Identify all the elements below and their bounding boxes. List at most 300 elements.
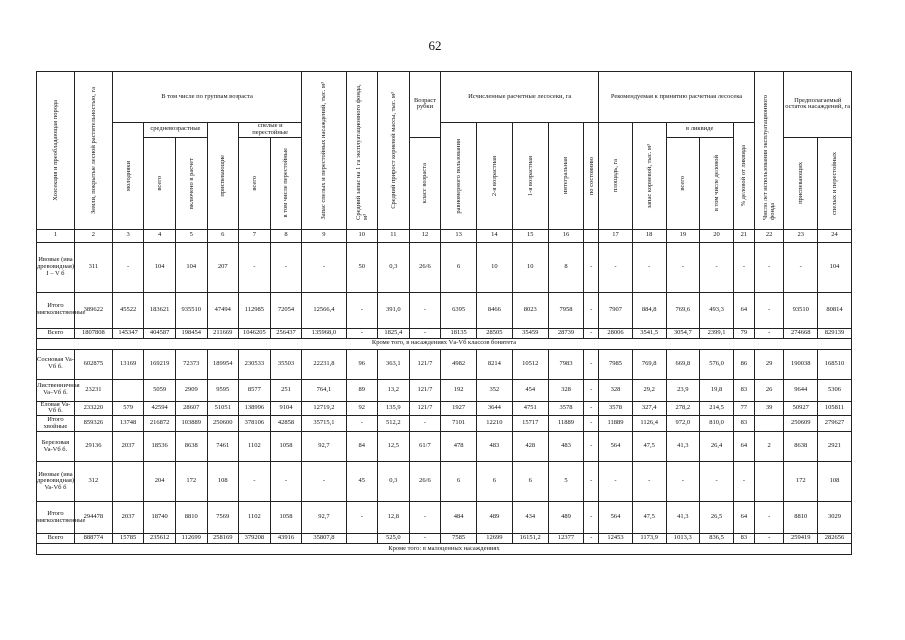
table-cell: 8577	[239, 379, 271, 401]
table-cell: -	[584, 432, 599, 462]
table-cell: 1013,3	[666, 534, 700, 544]
table-cell: 18536	[144, 432, 176, 462]
table-row	[37, 462, 852, 502]
table-cell: -	[584, 242, 599, 292]
table-cell: 7907	[599, 292, 633, 328]
table-cell: -	[754, 502, 783, 534]
header-c9: Запас спелых и перестойных насаждений, тыс. м³	[302, 72, 346, 230]
table-cell: 89	[346, 379, 378, 401]
column-number: 18	[632, 229, 666, 242]
header-c10: Средний запас на 1 га эксплуатационного фонда, м³	[346, 72, 378, 230]
table-cell: 26,5	[700, 502, 734, 534]
table-cell: 45522	[112, 292, 144, 328]
table-cell: -	[409, 534, 441, 544]
table-cell: 189954	[207, 349, 239, 379]
row-label: Ивовые (ива древовидная) I – V б	[37, 242, 75, 292]
table-cell: 2921	[818, 432, 852, 462]
table-cell: 434	[512, 502, 548, 534]
table-cell: 769,8	[632, 349, 666, 379]
header-c12: класс возраста	[409, 137, 441, 229]
header-c5: включено в расчет	[175, 137, 207, 229]
table-row	[37, 502, 852, 534]
table-cell: 7985	[599, 349, 633, 379]
table-cell: 18740	[144, 502, 176, 534]
table-cell: 92	[346, 401, 378, 416]
table-cell: 2399,1	[700, 328, 734, 338]
table-cell: 86	[733, 349, 754, 379]
table-cell: -	[733, 242, 754, 292]
table-cell: 80814	[818, 292, 852, 328]
table-cell: 84	[346, 432, 378, 462]
table-cell: 207	[207, 242, 239, 292]
table-row	[37, 349, 852, 379]
table-cell: 45	[346, 462, 378, 502]
table-cell: 72373	[175, 349, 207, 379]
table-cell: 172	[784, 462, 818, 502]
table-row	[37, 292, 852, 328]
table-cell: 363,1	[378, 349, 410, 379]
table-cell: 12210	[477, 416, 513, 432]
table-cell: 279627	[818, 416, 852, 432]
table-cell: 96	[346, 349, 378, 379]
table-cell: -	[239, 242, 271, 292]
table-cell: 135968,0	[302, 328, 346, 338]
table-cell: 10512	[512, 349, 548, 379]
table-cell: 478	[441, 432, 477, 462]
table-cell: 0,3	[378, 242, 410, 292]
table-row	[37, 328, 852, 338]
header-c18: запас корневой, тыс. м³	[632, 123, 666, 230]
column-number: 2	[74, 229, 112, 242]
table-cell: 389622	[74, 292, 112, 328]
table-cell: -	[599, 242, 633, 292]
row-label: Итого хвойные	[37, 416, 75, 432]
table-cell: -	[584, 379, 599, 401]
table-cell: 888774	[74, 534, 112, 544]
header-age-cut: Возраст рубки	[409, 72, 441, 138]
table-cell: 12453	[599, 534, 633, 544]
table-cell: 198454	[175, 328, 207, 338]
header-c3: молодняки	[112, 123, 144, 230]
table-cell: 7958	[548, 292, 584, 328]
table-cell: 35459	[512, 328, 548, 338]
table-cell: 6	[512, 462, 548, 502]
header-liquid: в ликвиде	[666, 123, 733, 138]
row-label: Лиственничная Va–Vб б.	[37, 379, 75, 401]
table-cell: 92,7	[302, 432, 346, 462]
column-number: 1	[37, 229, 75, 242]
table-cell: 8023	[512, 292, 548, 328]
table-cell: 9644	[784, 379, 818, 401]
table-cell: 769,6	[666, 292, 700, 328]
header-c1: Хозсекция и преобладающая порода	[37, 72, 75, 230]
table-cell: 28505	[477, 328, 513, 338]
table-cell: 6	[441, 462, 477, 502]
header-c16b: по состоянию	[584, 123, 599, 230]
table-cell: 3578	[548, 401, 584, 416]
table-cell: 7569	[207, 502, 239, 534]
column-number: 12	[409, 229, 441, 242]
table-cell: 15785	[112, 534, 144, 544]
table-cell: 11889	[599, 416, 633, 432]
table-cell: 204	[144, 462, 176, 502]
table-cell: -	[666, 242, 700, 292]
table-cell: -	[632, 242, 666, 292]
table-cell: 1173,9	[632, 534, 666, 544]
table-cell: 112699	[175, 534, 207, 544]
column-number: 15	[512, 229, 548, 242]
table-cell: 121/7	[409, 379, 441, 401]
table-cell: 28607	[175, 401, 207, 416]
table-cell: 77	[733, 401, 754, 416]
header-c7: всего	[239, 137, 271, 229]
table-cell: 47,5	[632, 432, 666, 462]
table-cell: 1126,4	[632, 416, 666, 432]
table-cell: 6	[441, 242, 477, 292]
header-c4: всего	[144, 137, 176, 229]
table-cell: 8214	[477, 349, 513, 379]
table-cell: 12,8	[378, 502, 410, 534]
table-cell	[346, 534, 378, 544]
column-number: 22	[754, 229, 783, 242]
table-cell: 233220	[74, 401, 112, 416]
table-cell: 12699	[477, 534, 513, 544]
row-label: Итого мягколиственные	[37, 292, 75, 328]
table-cell: 7461	[207, 432, 239, 462]
table-cell: 190038	[784, 349, 818, 379]
header-calc-cut: Исчисленные расчетные лесосеки, га	[441, 72, 599, 123]
table-cell: -	[270, 462, 302, 502]
table-cell: 105811	[818, 401, 852, 416]
footer-note: Кроме того: в малоценных насаждениях	[37, 544, 852, 555]
header-c22: Число лет использования эксплуатационного фонда	[754, 72, 783, 230]
header-c19: всего	[666, 137, 700, 229]
table-cell: 168510	[818, 349, 852, 379]
table-cell: 26	[754, 379, 783, 401]
table-cell: -	[584, 349, 599, 379]
table-cell: 256437	[270, 328, 302, 338]
table-cell: 1102	[239, 502, 271, 534]
column-number: 11	[378, 229, 410, 242]
table-cell: -	[346, 292, 378, 328]
table-cell: 29136	[74, 432, 112, 462]
table-cell: 15717	[512, 416, 548, 432]
table-cell: 2037	[112, 432, 144, 462]
table-cell: 404587	[144, 328, 176, 338]
table-cell: -	[599, 462, 633, 502]
table-cell: 5059	[144, 379, 176, 401]
table-cell: 2	[754, 432, 783, 462]
table-cell: 47,5	[632, 502, 666, 534]
table-cell: 4751	[512, 401, 548, 416]
table-cell: -	[409, 328, 441, 338]
table-cell: 8466	[477, 292, 513, 328]
table-cell: 29	[754, 349, 783, 379]
table-cell: 29,2	[632, 379, 666, 401]
table-cell: 172	[175, 462, 207, 502]
table-cell: 93510	[784, 292, 818, 328]
header-c15: 1-я возрастная	[512, 123, 548, 230]
table-cell: 26,4	[700, 432, 734, 462]
table-body-a	[37, 242, 852, 338]
table-cell: 64	[733, 292, 754, 328]
header-row-1	[37, 72, 852, 123]
table-cell: 9595	[207, 379, 239, 401]
column-number: 24	[818, 229, 852, 242]
table-cell: 8638	[175, 432, 207, 462]
row-label: Итого мягколиственные	[37, 502, 75, 534]
header-c6: приспевающие	[207, 123, 239, 230]
table-cell: 35807,8	[302, 534, 346, 544]
table-cell: 379208	[239, 534, 271, 544]
column-number: 17	[599, 229, 633, 242]
column-number: 14	[477, 229, 513, 242]
table-cell: -	[302, 462, 346, 502]
table-cell: -	[409, 502, 441, 534]
header-c21: % деловой от ликвида	[733, 123, 754, 230]
table-row	[37, 242, 852, 292]
table-cell: 35715,1	[302, 416, 346, 432]
header-c13: равномерного пользования	[441, 123, 477, 230]
table-cell	[754, 462, 783, 502]
table-cell: 108	[818, 462, 852, 502]
table-cell: 192	[441, 379, 477, 401]
table-cell: 5306	[818, 379, 852, 401]
table-cell: 669,8	[666, 349, 700, 379]
header-c2: Земли, покрытые лесной растительностью, га	[74, 72, 112, 230]
table-cell: -	[239, 462, 271, 502]
row-label: Березовая Va-Vб б.	[37, 432, 75, 462]
table-cell: 61/7	[409, 432, 441, 462]
table-cell: 47494	[207, 292, 239, 328]
table-cell: 23,9	[666, 379, 700, 401]
table-cell: 13169	[112, 349, 144, 379]
table-cell: 13,2	[378, 379, 410, 401]
table-cell: 42858	[270, 416, 302, 432]
table-cell: -	[733, 462, 754, 502]
header-middle: средневозрастные	[144, 123, 207, 138]
table-cell: 83	[733, 416, 754, 432]
table-cell: 26/6	[409, 242, 441, 292]
header-c8: в том числе перестойные	[270, 137, 302, 229]
table-cell: 12719,2	[302, 401, 346, 416]
table-cell: 602875	[74, 349, 112, 379]
column-number: 5	[175, 229, 207, 242]
table-cell: 169219	[144, 349, 176, 379]
table-cell: 92,7	[302, 502, 346, 534]
table-cell: -	[754, 328, 783, 338]
table-cell: 211669	[207, 328, 239, 338]
table-cell: 121/7	[409, 401, 441, 416]
table-cell: 282656	[818, 534, 852, 544]
table-cell: 3054,7	[666, 328, 700, 338]
table-cell: -	[584, 328, 599, 338]
table-cell: 35503	[270, 349, 302, 379]
page-number: 62	[428, 38, 442, 53]
header-c11: Средний прирост корневой массы, тыс. м³	[378, 72, 410, 230]
table-cell: 103889	[175, 416, 207, 432]
table-cell: 41,3	[666, 432, 700, 462]
table-cell: 564	[599, 502, 633, 534]
table-row	[37, 401, 852, 416]
table-cell: 4982	[441, 349, 477, 379]
table-cell	[112, 379, 144, 401]
table-cell: 72054	[270, 292, 302, 328]
table-cell: -	[584, 502, 599, 534]
table-cell: 278,2	[666, 401, 700, 416]
table-cell: 483	[477, 432, 513, 462]
section-note: Кроме того, в насаждениях Vа-Vб классов бонитета	[37, 338, 852, 349]
table-cell: 108	[207, 462, 239, 502]
table-row	[37, 534, 852, 544]
table-cell: 251	[270, 379, 302, 401]
table-cell: 12,5	[378, 432, 410, 462]
table-cell: 8638	[784, 432, 818, 462]
table-cell: -	[270, 242, 302, 292]
table-cell: 42594	[144, 401, 176, 416]
table-cell: 484	[441, 502, 477, 534]
table-row	[37, 379, 852, 401]
table-cell: 18135	[441, 328, 477, 338]
table-cell: 8810	[784, 502, 818, 534]
table-cell: 564	[599, 432, 633, 462]
table-cell: 39	[754, 401, 783, 416]
table-body-b	[37, 349, 852, 544]
table-cell: 19,8	[700, 379, 734, 401]
table-cell: 489	[548, 502, 584, 534]
header-row-2	[37, 123, 852, 138]
column-number: 20	[700, 229, 734, 242]
table-cell: 28006	[599, 328, 633, 338]
table-cell: 6395	[441, 292, 477, 328]
table-cell: 10	[512, 242, 548, 292]
table-cell: 810,0	[700, 416, 734, 432]
table-cell: 7983	[548, 349, 584, 379]
column-number: 21	[733, 229, 754, 242]
table-cell: -	[754, 242, 783, 292]
table-cell: 235612	[144, 534, 176, 544]
table-cell: 26/6	[409, 462, 441, 502]
table-cell: -	[302, 242, 346, 292]
table-cell: -	[666, 462, 700, 502]
column-number: 8	[270, 229, 302, 242]
table-cell: -	[584, 292, 599, 328]
table-cell	[754, 416, 783, 432]
table-cell: 79	[733, 328, 754, 338]
table-cell: 104	[144, 242, 176, 292]
table-cell: 8810	[175, 502, 207, 534]
table-cell: 121/7	[409, 349, 441, 379]
table-cell: 576,0	[700, 349, 734, 379]
table-cell: 454	[512, 379, 548, 401]
table-cell: 378106	[239, 416, 271, 432]
header-rec-cut: Рекомендуемая к принятию расчетная лесосека	[599, 72, 755, 123]
table-cell: -	[409, 416, 441, 432]
table-cell: 1058	[270, 432, 302, 462]
table-cell: -	[346, 502, 378, 534]
table-cell: 64	[733, 502, 754, 534]
table-cell: 935510	[175, 292, 207, 328]
footer-note-row	[37, 544, 852, 555]
row-label: Сосновая Va-Vб б.	[37, 349, 75, 379]
header-age-groups: В том числе по группам возраста	[112, 72, 302, 123]
table-cell: 328	[599, 379, 633, 401]
table-cell: 1058	[270, 502, 302, 534]
table-cell: 138996	[239, 401, 271, 416]
table-cell: -	[584, 416, 599, 432]
table-cell: 5	[548, 462, 584, 502]
table-cell: 216872	[144, 416, 176, 432]
forest-cutting-table	[36, 71, 852, 555]
header-c24: спелых и перестойных	[818, 137, 852, 229]
table-cell: 7585	[441, 534, 477, 544]
table-cell: 50927	[784, 401, 818, 416]
column-number: 9	[302, 229, 346, 242]
table-cell: 859326	[74, 416, 112, 432]
table-cell: 3029	[818, 502, 852, 534]
row-label: Всего	[37, 534, 75, 544]
table-cell: 489	[477, 502, 513, 534]
table-cell: 512,2	[378, 416, 410, 432]
table-row	[37, 432, 852, 462]
table-cell: -	[409, 292, 441, 328]
table-cell: -	[584, 401, 599, 416]
table-cell: 250609	[784, 416, 818, 432]
table-cell: 8	[548, 242, 584, 292]
table-cell: -	[700, 242, 734, 292]
table-cell: 1927	[441, 401, 477, 416]
header-c17: площадь, га	[599, 123, 633, 230]
column-number: 19	[666, 229, 700, 242]
table-cell: 43916	[270, 534, 302, 544]
table-cell: -	[754, 292, 783, 328]
table-cell: 104	[818, 242, 852, 292]
table-cell: 836,5	[700, 534, 734, 544]
table-cell: 764,1	[302, 379, 346, 401]
table-cell: 3644	[477, 401, 513, 416]
table-cell: -	[784, 242, 818, 292]
table-cell: 250600	[207, 416, 239, 432]
table-cell: -	[700, 462, 734, 502]
table-cell: 884,8	[632, 292, 666, 328]
column-number: 7	[239, 229, 271, 242]
table-cell: 23231	[74, 379, 112, 401]
table-cell: 104	[175, 242, 207, 292]
table-cell: 1102	[239, 432, 271, 462]
table-cell: -	[584, 462, 599, 502]
table-cell: 9104	[270, 401, 302, 416]
column-number: 10	[346, 229, 378, 242]
table-cell: 0,3	[378, 462, 410, 502]
column-number: 16	[548, 229, 584, 242]
table-cell: 525,0	[378, 534, 410, 544]
table-cell: 1046205	[239, 328, 271, 338]
table-cell: -	[346, 328, 378, 338]
table-cell: 83	[733, 534, 754, 544]
table-cell: 483	[548, 432, 584, 462]
table-cell: 112985	[239, 292, 271, 328]
header-c23: приспевающих	[784, 137, 818, 229]
column-number: 3	[112, 229, 144, 242]
table-cell: 214,5	[700, 401, 734, 416]
header-c16: интегральная	[548, 123, 584, 230]
table-cell: 10	[477, 242, 513, 292]
table-cell: 579	[112, 401, 144, 416]
table-cell: 391,0	[378, 292, 410, 328]
table-cell: -	[346, 416, 378, 432]
table-cell: 6	[477, 462, 513, 502]
column-number: 23	[784, 229, 818, 242]
